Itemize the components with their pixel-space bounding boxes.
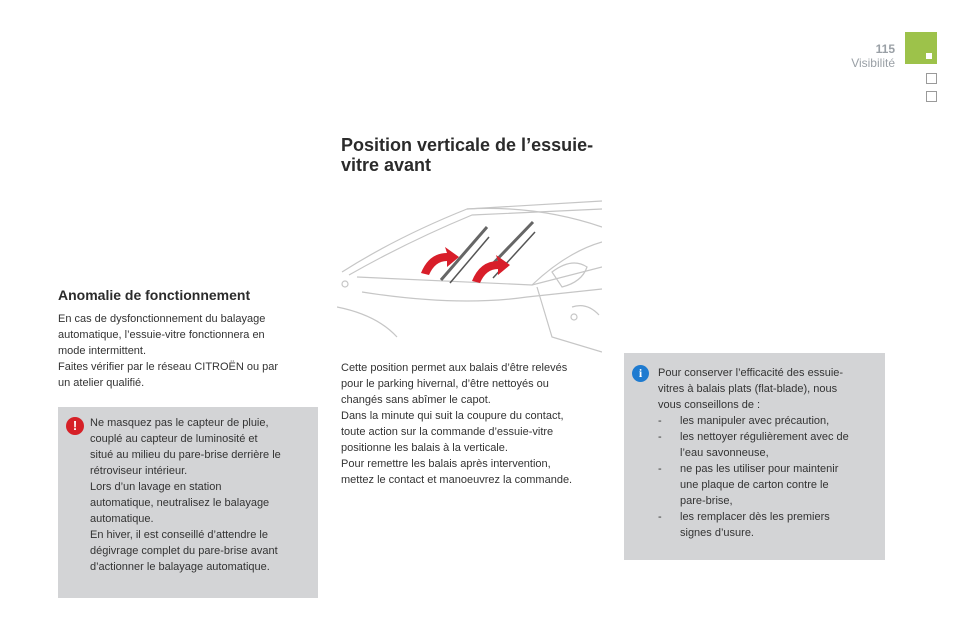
text-line: positionne les balais à la verticale. xyxy=(341,442,508,454)
text-line: un atelier qualifié. xyxy=(58,377,145,389)
page-number: 115 xyxy=(875,42,895,56)
text-line: ne pas les utiliser pour maintenir xyxy=(680,463,839,475)
text-line: Pour conserver l’efficacité des essuie- xyxy=(658,367,844,379)
text-line: En hiver, il est conseillé d’attendre le xyxy=(90,529,268,541)
text-line: Dans la minute qui suit la coupure du contact, xyxy=(341,410,564,422)
warning-box xyxy=(58,407,318,598)
section-tab-marker xyxy=(926,53,932,59)
text-line: mettez le contact et manoeuvrez la commande. xyxy=(341,474,573,486)
section-tab-active xyxy=(905,32,937,64)
text-line: Pour remettre les balais après intervention, xyxy=(341,458,551,470)
info-icon: i xyxy=(632,365,649,382)
list-dash: - xyxy=(658,463,662,475)
list-dash: - xyxy=(658,431,662,443)
list-item xyxy=(658,429,880,461)
text-line: d’actionner le balayage automatique. xyxy=(90,561,270,573)
text-line: En cas de dysfonctionnement du balayage xyxy=(58,313,266,325)
text-line: vitres à balais plats (flat-blade), nous xyxy=(658,383,838,395)
text-line: changés sans abîmer le capot. xyxy=(341,394,491,406)
text-line: signes d’usure. xyxy=(680,527,754,539)
page-title: Position verticale de l’essuie-vitre avant xyxy=(341,135,594,175)
text-line: pare-brise, xyxy=(680,495,733,507)
text-line: toute action sur la commande d’essuie-vitre xyxy=(341,426,554,438)
info-intro xyxy=(658,365,878,413)
position-explanation xyxy=(341,360,611,488)
text-line: mode intermittent. xyxy=(58,345,147,357)
list-dash: - xyxy=(658,415,662,427)
list-item xyxy=(658,413,880,429)
text-line: vous conseillons de : xyxy=(658,399,761,411)
exclamation-icon: ! xyxy=(66,417,84,435)
text-line: les manipuler avec précaution, xyxy=(680,415,830,427)
text-line: automatique, neutralisez le balayage xyxy=(90,497,270,509)
text-line: automatique, l’essuie-vitre fonctionnera en xyxy=(58,329,265,341)
info-box xyxy=(624,353,885,560)
list-dash: - xyxy=(658,511,662,523)
list-item xyxy=(658,461,880,509)
text-line: Ne masquez pas le capteur de pluie, xyxy=(90,417,269,429)
text-line: l’eau savonneuse, xyxy=(680,447,769,459)
text-line: rétroviseur intérieur. xyxy=(90,465,188,477)
text-line: automatique. xyxy=(90,513,154,525)
section-heading: Anomalie de fonctionnement xyxy=(58,287,251,303)
text-line: une plaque de carton contre le xyxy=(680,479,829,491)
text-line: Faites vérifier par le réseau CITROËN ou par xyxy=(58,361,279,373)
text-line: Cette position permet aux balais d’être relevés xyxy=(341,362,568,374)
text-line: situé au milieu du pare-brise derrière le xyxy=(90,449,281,461)
advice-list xyxy=(658,413,880,541)
warning-text xyxy=(90,415,310,575)
malfunction-text xyxy=(58,311,318,391)
list-item xyxy=(658,509,880,541)
section-tab-box xyxy=(926,73,937,84)
text-line: les nettoyer régulièrement avec de xyxy=(680,431,849,443)
text-line: dégivrage complet du pare-brise avant xyxy=(90,545,278,557)
section-tab-box xyxy=(926,91,937,102)
section-title: Visibilité xyxy=(851,56,895,70)
text-line: les remplacer dès les premiers xyxy=(680,511,830,523)
windscreen-wiper-illustration xyxy=(337,197,602,355)
text-line: couplé au capteur de luminosité et xyxy=(90,433,258,445)
text-line: Lors d’un lavage en station xyxy=(90,481,222,493)
text-line: pour le parking hivernal, d’être nettoyés ou xyxy=(341,378,549,390)
